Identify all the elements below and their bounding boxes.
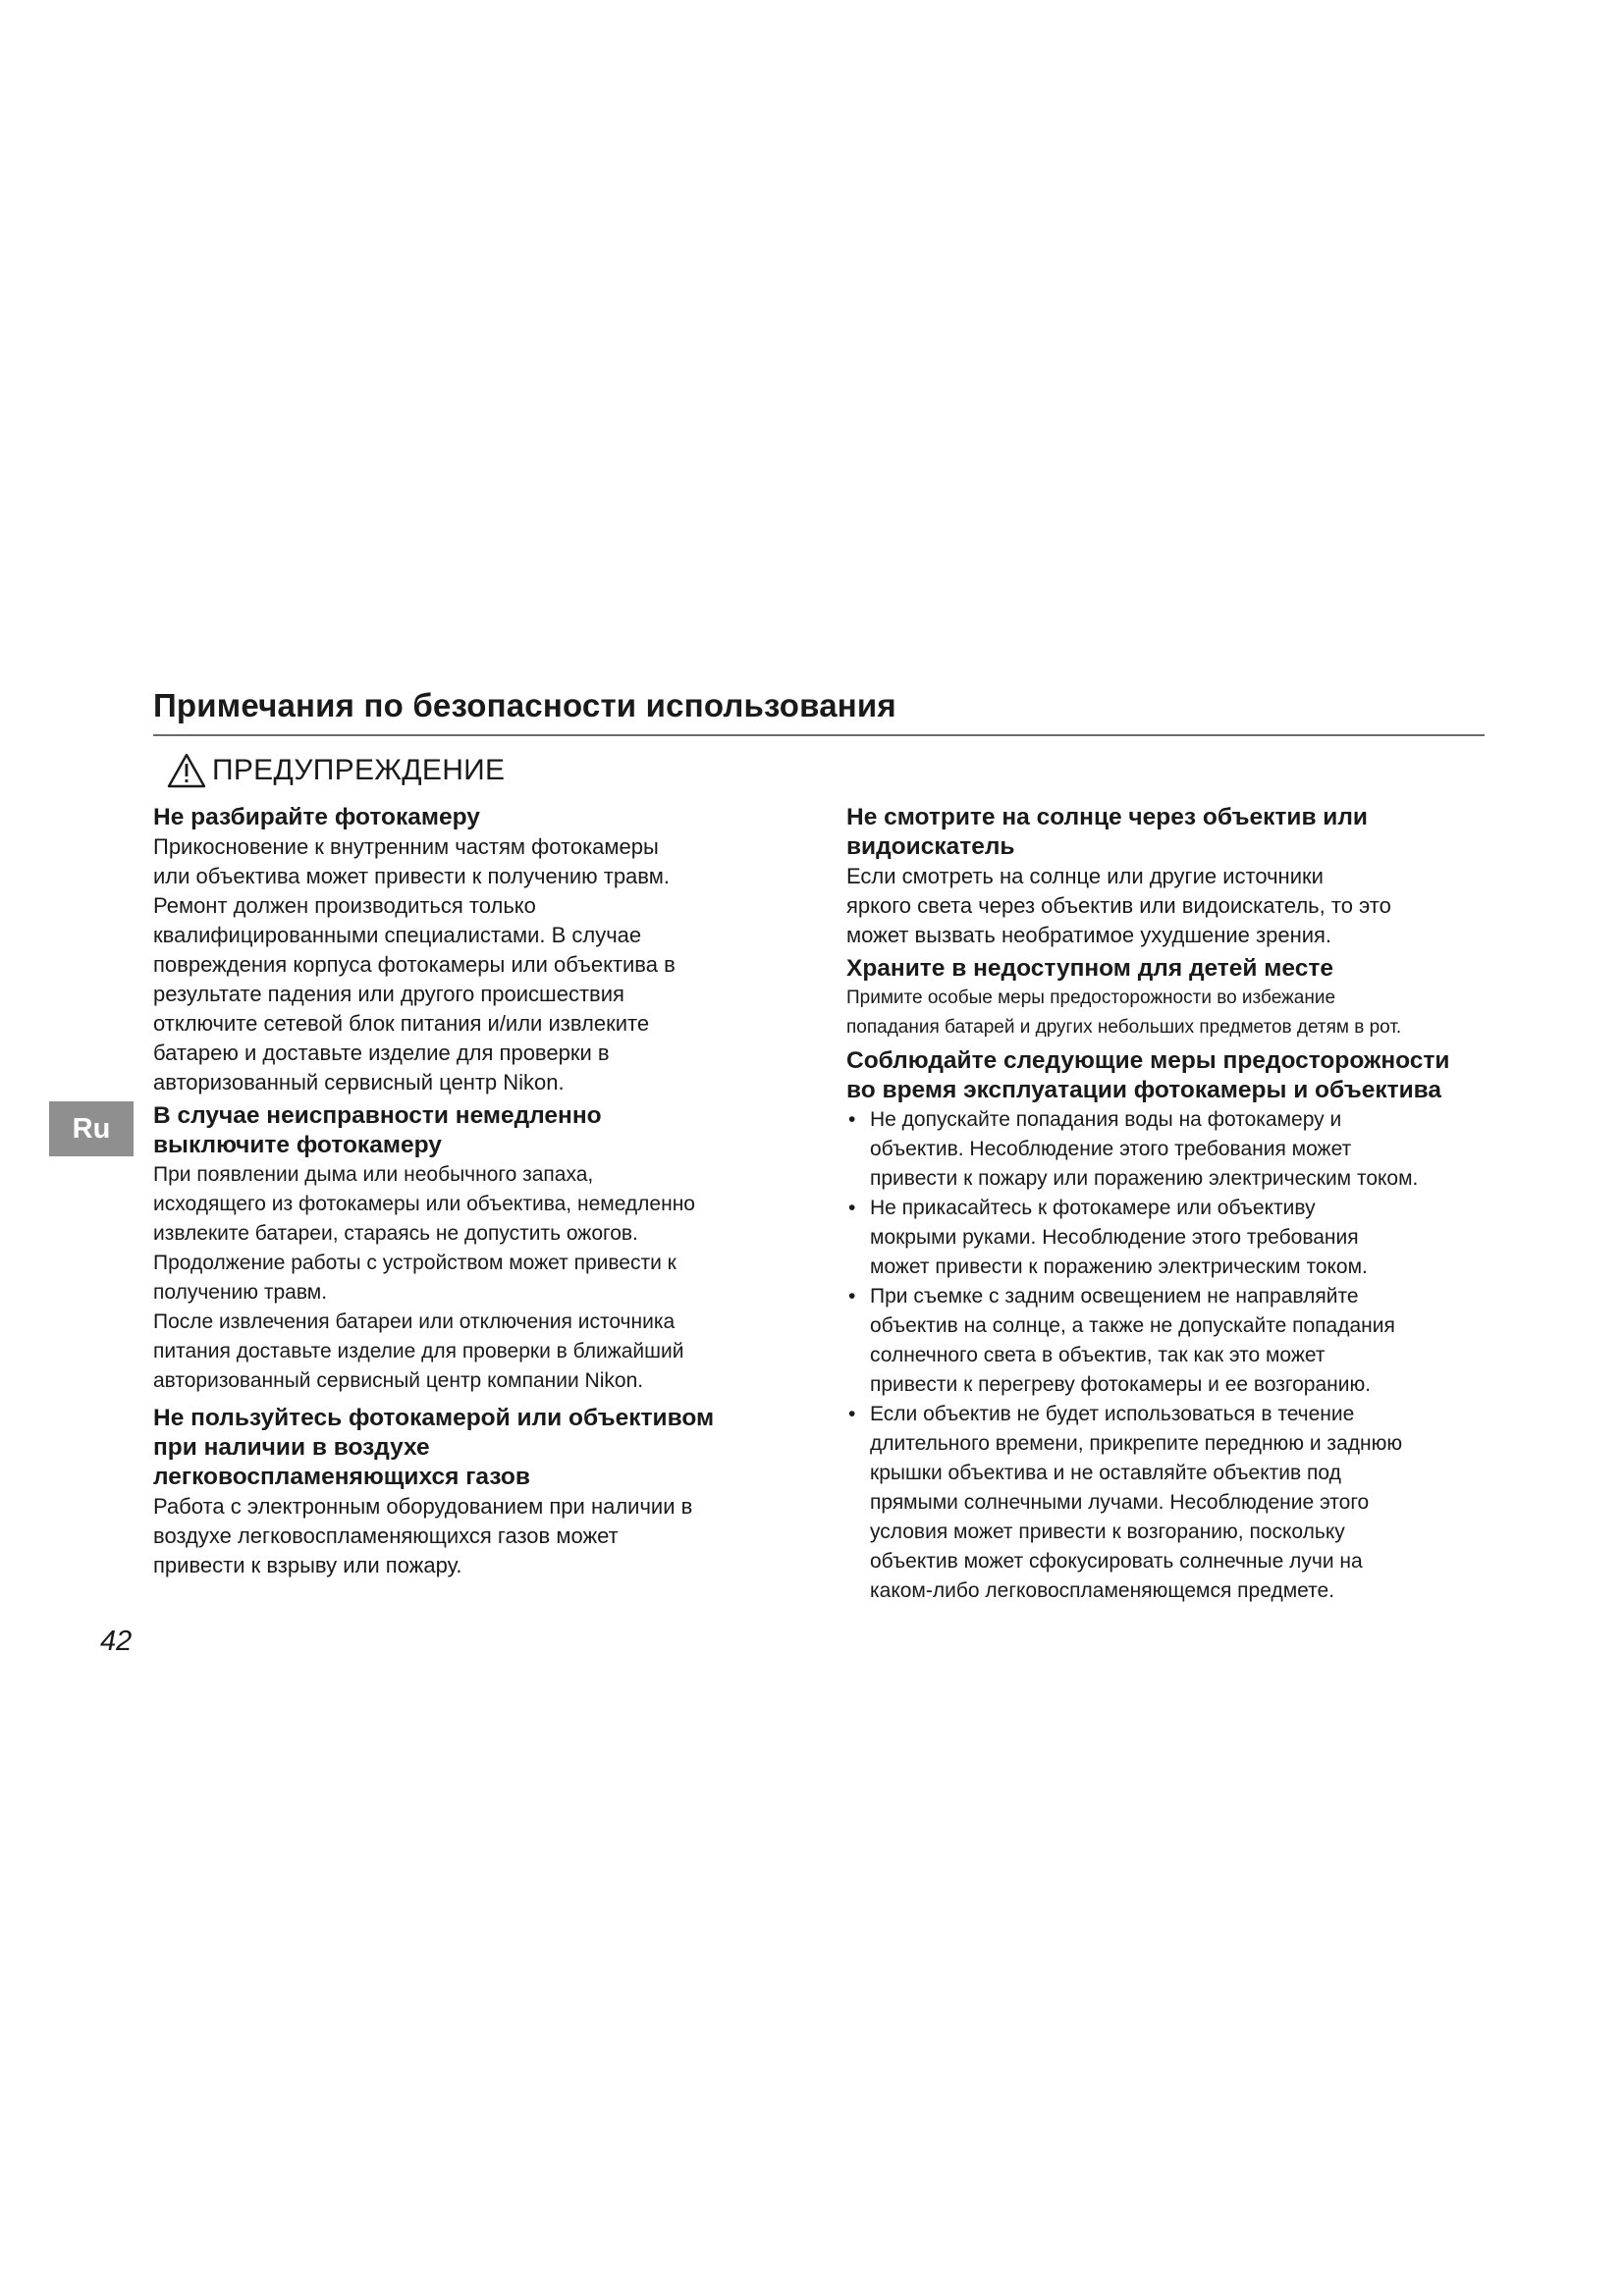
list-line: привести к перегреву фотокамеры и ее возгоранию. <box>870 1373 1372 1396</box>
body-line: питания доставьте изделие для проверки в ближайший <box>153 1340 684 1362</box>
warning-heading <box>167 750 505 791</box>
section-body <box>846 984 1492 1042</box>
list-item <box>846 1400 1492 1606</box>
list-line: объектив. Несоблюдение этого требования может <box>870 1138 1352 1160</box>
body-line: авторизованный сервисный центр Nikon. <box>153 1070 565 1095</box>
heading-line: выключите фотокамеру <box>153 1132 442 1158</box>
body-line: исходящего из фотокамеры или объектива, немедленно <box>153 1193 695 1215</box>
heading-line: Соблюдайте следующие меры предосторожности <box>846 1047 1450 1074</box>
body-line: получению травм. <box>153 1281 328 1304</box>
section-body <box>153 832 799 1097</box>
section-precautions <box>846 1046 1492 1606</box>
section-keep-from-children <box>846 954 1492 1042</box>
list-line: объектив может сфокусировать солнечные лучи на <box>870 1550 1363 1573</box>
list-line: солнечного света в объектив, так как это может <box>870 1344 1326 1366</box>
body-line: Если смотреть на солнце или другие источники <box>846 864 1324 888</box>
section-flammable-gas <box>153 1404 799 1580</box>
body-line: может вызвать необратимое ухудшение зрения. <box>846 923 1332 947</box>
body-line: повреждения корпуса фотокамеры или объектива в <box>153 952 676 977</box>
list-line: объектив на солнце, а также не допускайте попадания <box>870 1314 1395 1337</box>
list-line: • Если объектив не будет использоваться в течение <box>870 1403 1355 1425</box>
section-heading: Храните в недоступном для детей месте <box>846 955 1333 982</box>
section-body <box>846 862 1492 950</box>
list-line: прямыми солнечными лучами. Несоблюдение этого <box>870 1491 1370 1514</box>
section-heading <box>846 1046 1492 1105</box>
body-line: отключите сетевой блок питания и/или извлеките <box>153 1011 650 1036</box>
heading-line: Не смотрите на солнце через объектив или <box>846 804 1368 830</box>
page-title: Примечания по безопасности использования <box>153 687 896 723</box>
body-line: Работа с электронным оборудованием при наличии в <box>153 1494 693 1519</box>
body-line: При появлении дыма или необычного запаха, <box>153 1163 594 1186</box>
body-line: Продолжение работы с устройством может привести к <box>153 1252 677 1274</box>
language-tab: Ru <box>49 1101 134 1156</box>
body-line: После извлечения батареи или отключения источника <box>153 1310 676 1333</box>
list-line: привести к пожару или поражению электрическим током. <box>870 1167 1419 1190</box>
title-divider <box>153 734 1485 736</box>
section-heading: Не разбирайте фотокамеру <box>153 804 480 830</box>
list-line: крышки объектива и не оставляйте объектив под <box>870 1462 1341 1484</box>
body-line: авторизованный сервисный центр компании Nikon. <box>153 1369 644 1392</box>
body-line: батарею и доставьте изделие для проверки в <box>153 1041 610 1065</box>
left-column <box>153 803 799 1580</box>
body-line: яркого света через объектив или видоискатель, то это <box>846 893 1391 918</box>
right-column <box>846 803 1492 1606</box>
body-line: Примите особые меры предосторожности во избежание <box>846 988 1336 1008</box>
body-line: результате падения или другого происшествия <box>153 982 624 1006</box>
section-malfunction <box>153 1101 799 1396</box>
list-line: каком-либо легковоспламеняющемся предмете. <box>870 1579 1335 1602</box>
section-heading <box>153 1404 799 1492</box>
heading-line: видоискатель <box>846 833 1015 860</box>
page-number: 42 <box>100 1626 133 1657</box>
section-body <box>153 1160 799 1396</box>
warning-label: ПРЕДУПРЕЖДЕНИЕ <box>212 754 506 786</box>
body-line: воздухе легковоспламеняющихся газов может <box>153 1523 619 1548</box>
heading-line: во время эксплуатации фотокамеры и объектива <box>846 1077 1442 1103</box>
list-line: • Не допускайте попадания воды на фотокамеру и <box>870 1108 1342 1131</box>
list-item <box>846 1194 1492 1282</box>
list-line: • Не прикасайтесь к фотокамере или объективу <box>870 1197 1316 1219</box>
body-line: или объектива может привести к получению травм. <box>153 864 670 888</box>
section-body <box>153 1492 799 1580</box>
body-line: привести к взрыву или пожару. <box>153 1553 462 1577</box>
heading-line: при наличии в воздухе <box>153 1434 430 1461</box>
heading-line: В случае неисправности немедленно <box>153 1102 602 1129</box>
body-line: квалифицированными специалистами. В случае <box>153 923 642 947</box>
list-item <box>846 1105 1492 1194</box>
list-line: • При съемке с задним освещением не направляйте <box>870 1285 1359 1308</box>
list-line: может привести к поражению электрическим током. <box>870 1255 1368 1278</box>
section-heading <box>153 1101 799 1160</box>
body-line: попадания батарей и других небольших предметов детям в рот. <box>846 1017 1402 1038</box>
body-line: извлеките батареи, стараясь не допустить ожогов. <box>153 1222 638 1245</box>
section-do-not-disassemble <box>153 803 799 1097</box>
list-line: условия может привести к возгоранию, поскольку <box>870 1521 1345 1543</box>
list-item <box>846 1282 1492 1400</box>
section-do-not-look-at-sun <box>846 803 1492 950</box>
section-heading <box>846 803 1492 862</box>
body-line: Ремонт должен производиться только <box>153 893 536 918</box>
list-line: мокрыми руками. Несоблюдение этого требования <box>870 1226 1359 1249</box>
heading-line: Не пользуйтесь фотокамерой или объективом <box>153 1405 715 1431</box>
list-line: длительного времени, прикрепите переднюю и заднюю <box>870 1432 1403 1455</box>
heading-line: легковоспламеняющихся газов <box>153 1464 530 1490</box>
body-line: Прикосновение к внутренним частям фотокамеры <box>153 834 659 859</box>
warning-triangle-icon <box>167 753 206 788</box>
precautions-list <box>846 1105 1492 1606</box>
